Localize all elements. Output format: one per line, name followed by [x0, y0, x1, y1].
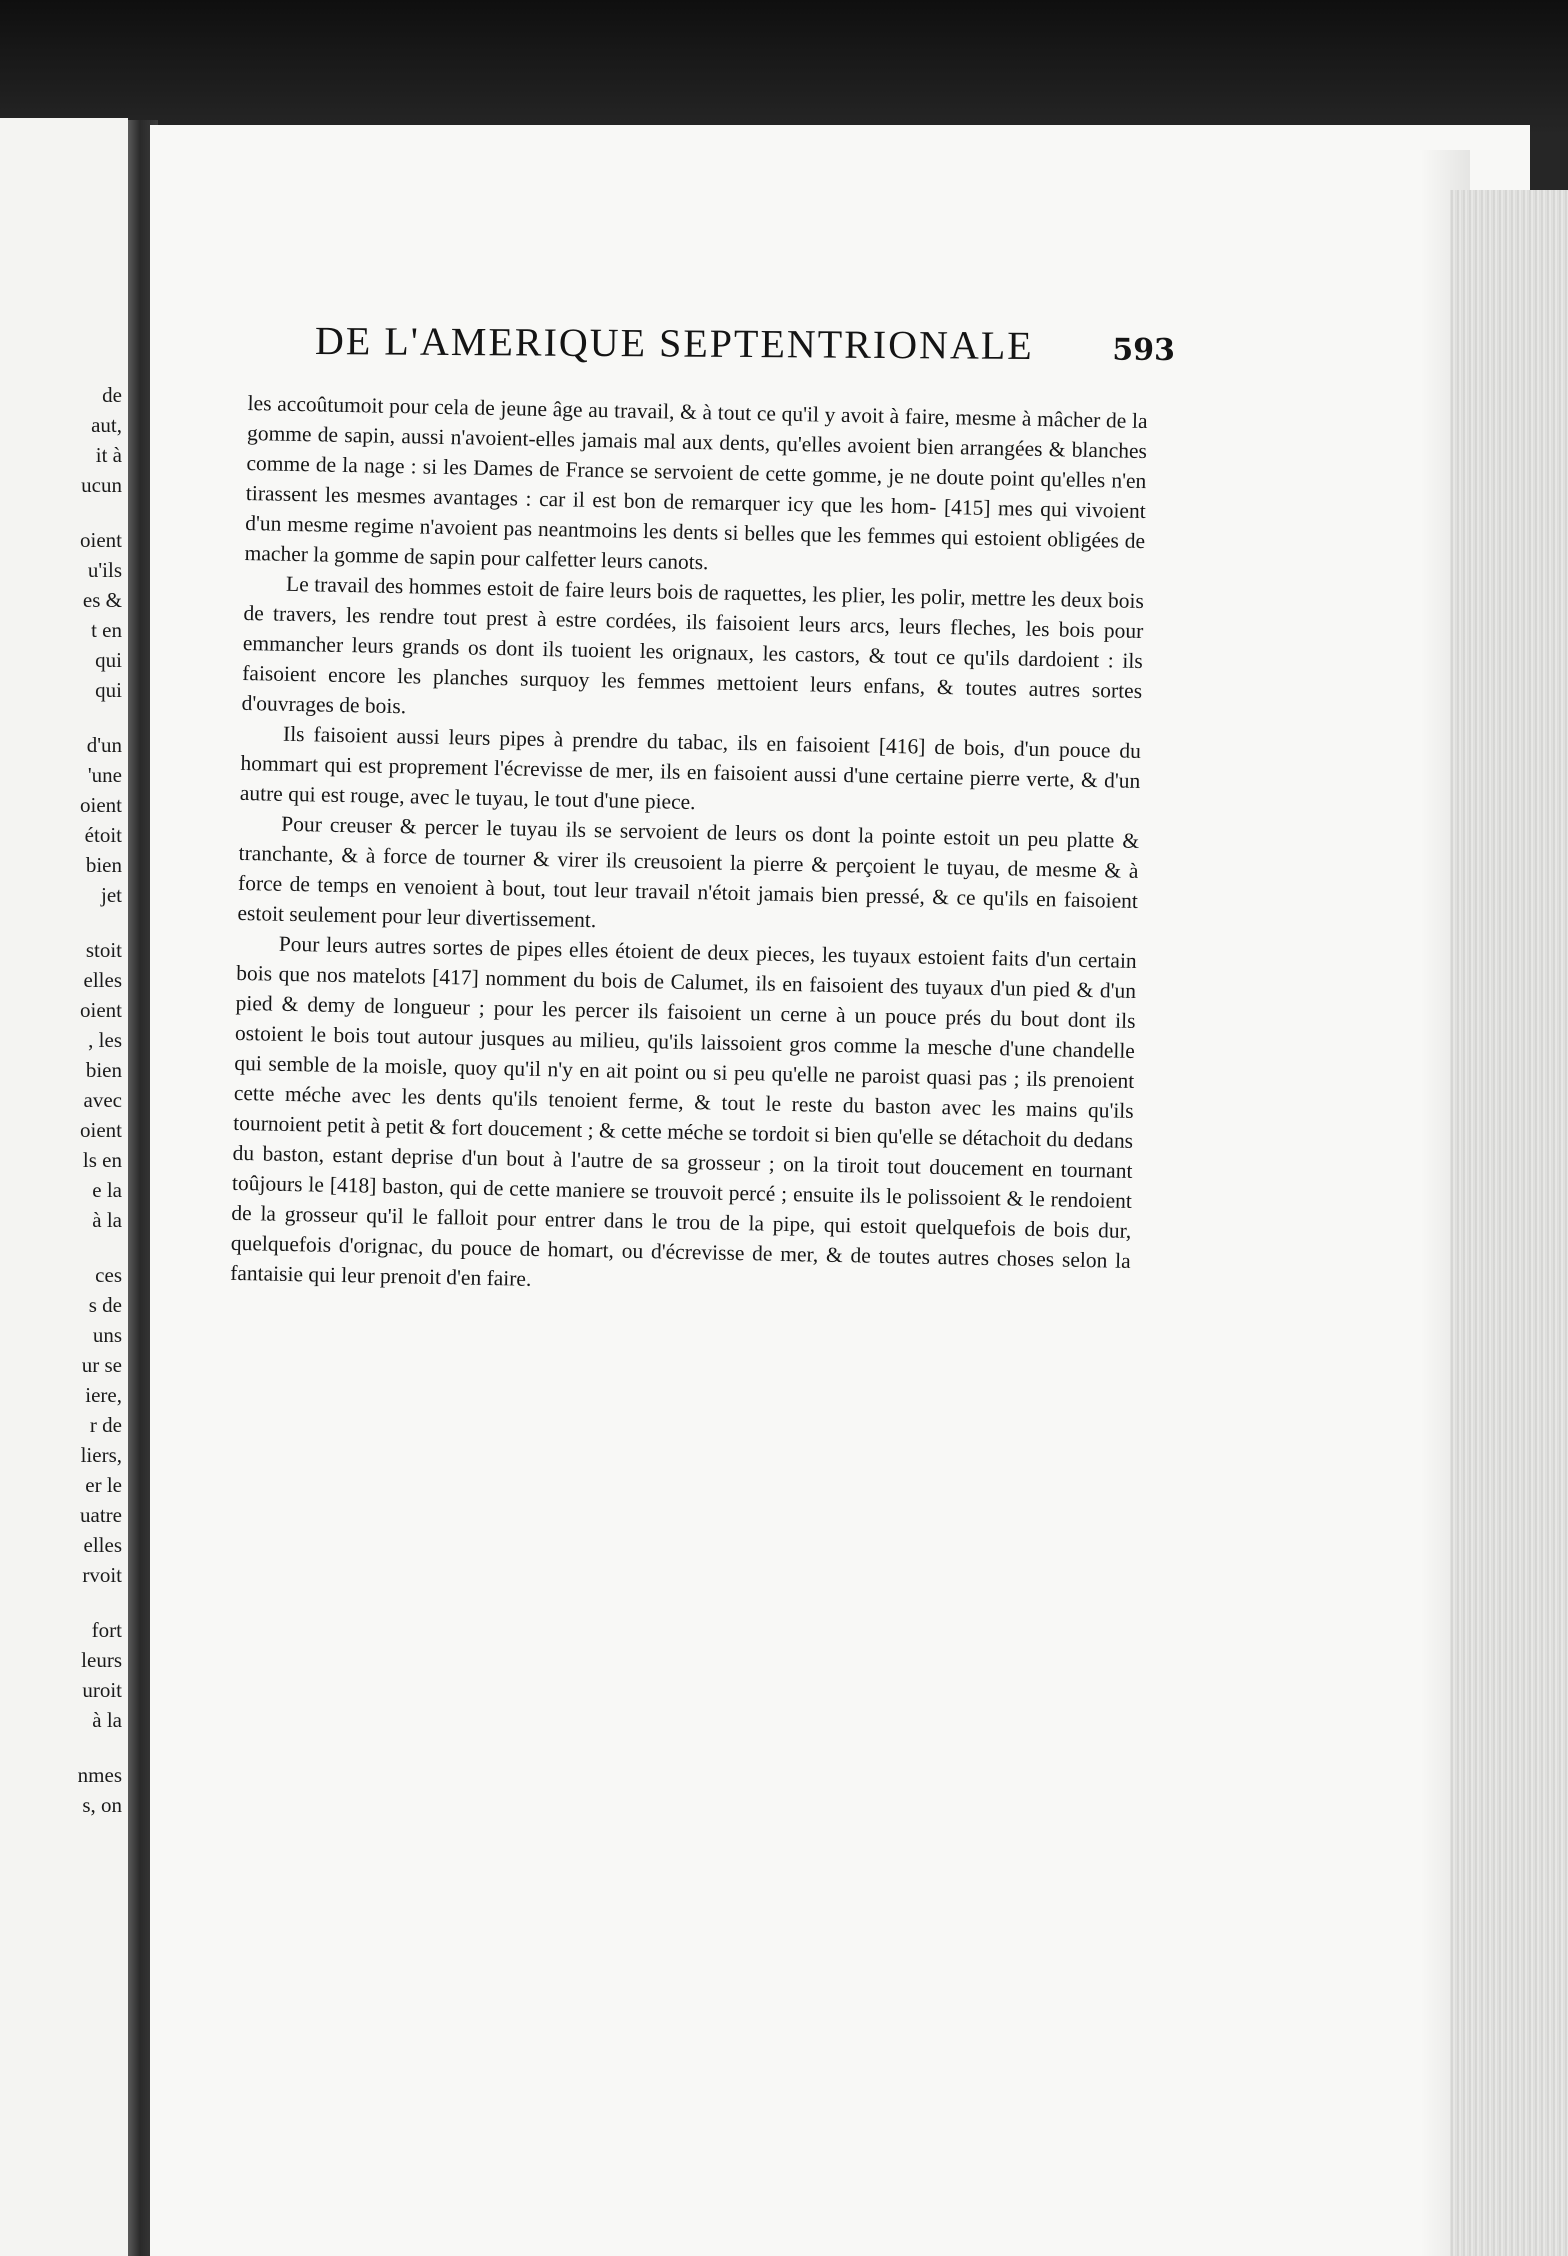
left-page-fragment: it à [95, 443, 122, 467]
left-page-fragment: fort [91, 1618, 122, 1642]
left-page-fragment: er le [85, 1473, 122, 1497]
paragraph: Pour creuser & percer le tuyau ils se servoient de leurs os dont la pointe estoit un peu platte & tranchante, & à force de tourner & virer ils creusoient la pierre & perçoient le tuyau, de mesme & à force de temps en venoient à bout, tout leur travail n'étoit jamais bien pressé, & ce qu'ils en faisoient estoit seulement pour leur divertissement. [237, 811, 1140, 933]
left-page-fragment: uns [92, 1323, 122, 1347]
left-page-fragment: u'ils [87, 558, 122, 582]
left-page-fragment: s de [88, 1293, 122, 1317]
left-page-fragment: aut, [91, 413, 122, 437]
left-page-fragment: jet [101, 883, 122, 907]
left-page-fragment: oient [80, 528, 122, 552]
left-page-fragment: ls en [82, 1148, 122, 1172]
left-page-fragment: ces [95, 1263, 122, 1287]
body-text [230, 388, 1148, 1306]
left-page-fragment: liers, [80, 1443, 122, 1467]
left-page-fragment: oient [80, 998, 122, 1022]
stacked-page-edges [1450, 190, 1568, 2256]
left-page-fragment: uatre [80, 1503, 122, 1527]
left-page-fragment: à la [92, 1708, 122, 1732]
left-page-fragment: stoit [85, 938, 122, 962]
left-page-fragment: 'une [87, 763, 122, 787]
paragraph: Pour leurs autres sortes de pipes elles étoient de deux pieces, les tuyaux estoient faits d'un certain bois que nos matelots [417] nomment du bois de Calumet, ils en faisoient des tuyaux d'un pied & d'un pied & demy de longueur ; pour les percer ils faisoient un cerne à un pouce prés du bout dont ils ostoient le bois tout autour jusques au milieu, qu'ils laissoient gros comme la mesche d'une chandelle qui semble de la moisle, quoy qu'il n'y en ait point ou si peu qu'elle ne paroist quasi pas ; ils prenoient cette méche avec les dents qu'ils tenoient ferme, & tout le reste du baston avec les mains qu'ils tournoient petit à petit & fort doucement ; & cette méche se tordoit si bien qu'elle se détachoit du dedans du baston, estant deprise d'un bout à l'autre de sa grosseur ; on la tiroit tout doucement en tournant toûjours le [418] baston, qui de cette maniere se trouvoit percé ; ensuite ils le polissoient & le rendoient de la grosseur qu'il le falloit pour entrer dans le trou de la pipe, qui estoit quelquefois de bois dur, quelquefois d'orignac, du pouce de homart, ou d'écrevisse de mer, & de toutes autres choses selon la fantaisie qui leur prenoit d'en faire. [229, 931, 1137, 1291]
left-page-fragment: étoit [84, 823, 122, 847]
left-page-fragment: qui [95, 678, 122, 702]
left-page-fragment: iere, [85, 1383, 122, 1407]
left-page-fragment: elles [83, 968, 122, 992]
left-page-fragment: s, on [82, 1793, 122, 1817]
left-page-fragment: de [102, 383, 122, 407]
left-facing-page [0, 118, 128, 2256]
paragraph: Le travail des hommes estoit de faire leurs bois de raquettes, les plier, les polir, mettre les deux bois de travers, les rendre tout prest à estre cordées, ils faisoient leurs arcs, leurs fleches, les bois pour emmancher leurs grands os dont ils tuoient les orignaux, les castors, & tout ce qu'ils dardoient : ils faisoient encore les planches surquoy les femmes mettoient leurs enfans, & toutes autres sortes d'ouvrages de bois. [241, 571, 1145, 719]
left-page-fragment: elles [83, 1533, 122, 1557]
left-page-fragment: oient [80, 793, 122, 817]
left-page-fragment: d'un [86, 733, 122, 757]
left-page-fragment: bien [85, 853, 122, 877]
left-page-fragment: leurs [81, 1648, 122, 1672]
left-page-fragment: es & [82, 588, 122, 612]
running-title: DE L'AMERIQUE SEPTENTRIONALE [314, 317, 1034, 369]
left-page-fragment: e la [92, 1178, 122, 1202]
left-page-fragment: rvoit [82, 1563, 122, 1587]
left-page-fragment: bien [85, 1058, 122, 1082]
left-page-fragment: oient [80, 1118, 122, 1142]
paragraph: les accoûtumoit pour cela de jeune âge au travail, & à tout ce qu'il y avoit à faire, mesme à mâcher de la gomme de sapin, aussi n'avoient-elles jamais mal aux dents, qu'elles avoient bien arrangées & blanches comme de la nage : si les Dames de France se servoient de cette gomme, je ne doute point qu'elles n'en tirassent les mesmes avantages : car il est bon de remarquer icy que les hom- [415] mes qui vivoient d'un mesme regime n'avoient pas neantmoins les dents si belles que les femmes qui estoient obligées de macher la gomme de sapin pour calfetter leurs canots. [244, 390, 1148, 575]
left-page-fragment: uroit [82, 1678, 122, 1702]
page-number: 593 [1112, 332, 1176, 369]
left-page-fragment: t en [91, 618, 122, 642]
left-page-fragment: ucun [81, 473, 122, 497]
left-page-fragment: avec [83, 1088, 122, 1112]
left-page-fragment: à la [92, 1208, 122, 1232]
left-page-fragment: qui [95, 648, 122, 672]
left-page-fragment: , les [88, 1028, 122, 1052]
left-page-fragment: ur se [81, 1353, 122, 1377]
left-page-fragment: r de [89, 1413, 122, 1437]
left-page-fragment: nmes [77, 1763, 122, 1787]
paragraph: Ils faisoient aussi leurs pipes à prendre du tabac, ils en faisoient [416] de bois, d'un pouce du hommart qui est proprement l'écrevisse de mer, ils en faisoient aussi d'une certaine pierre verte, & d'un autre qui est rouge, avec le tuyau, le tout d'une piece. [239, 721, 1142, 815]
running-head [315, 317, 1175, 370]
